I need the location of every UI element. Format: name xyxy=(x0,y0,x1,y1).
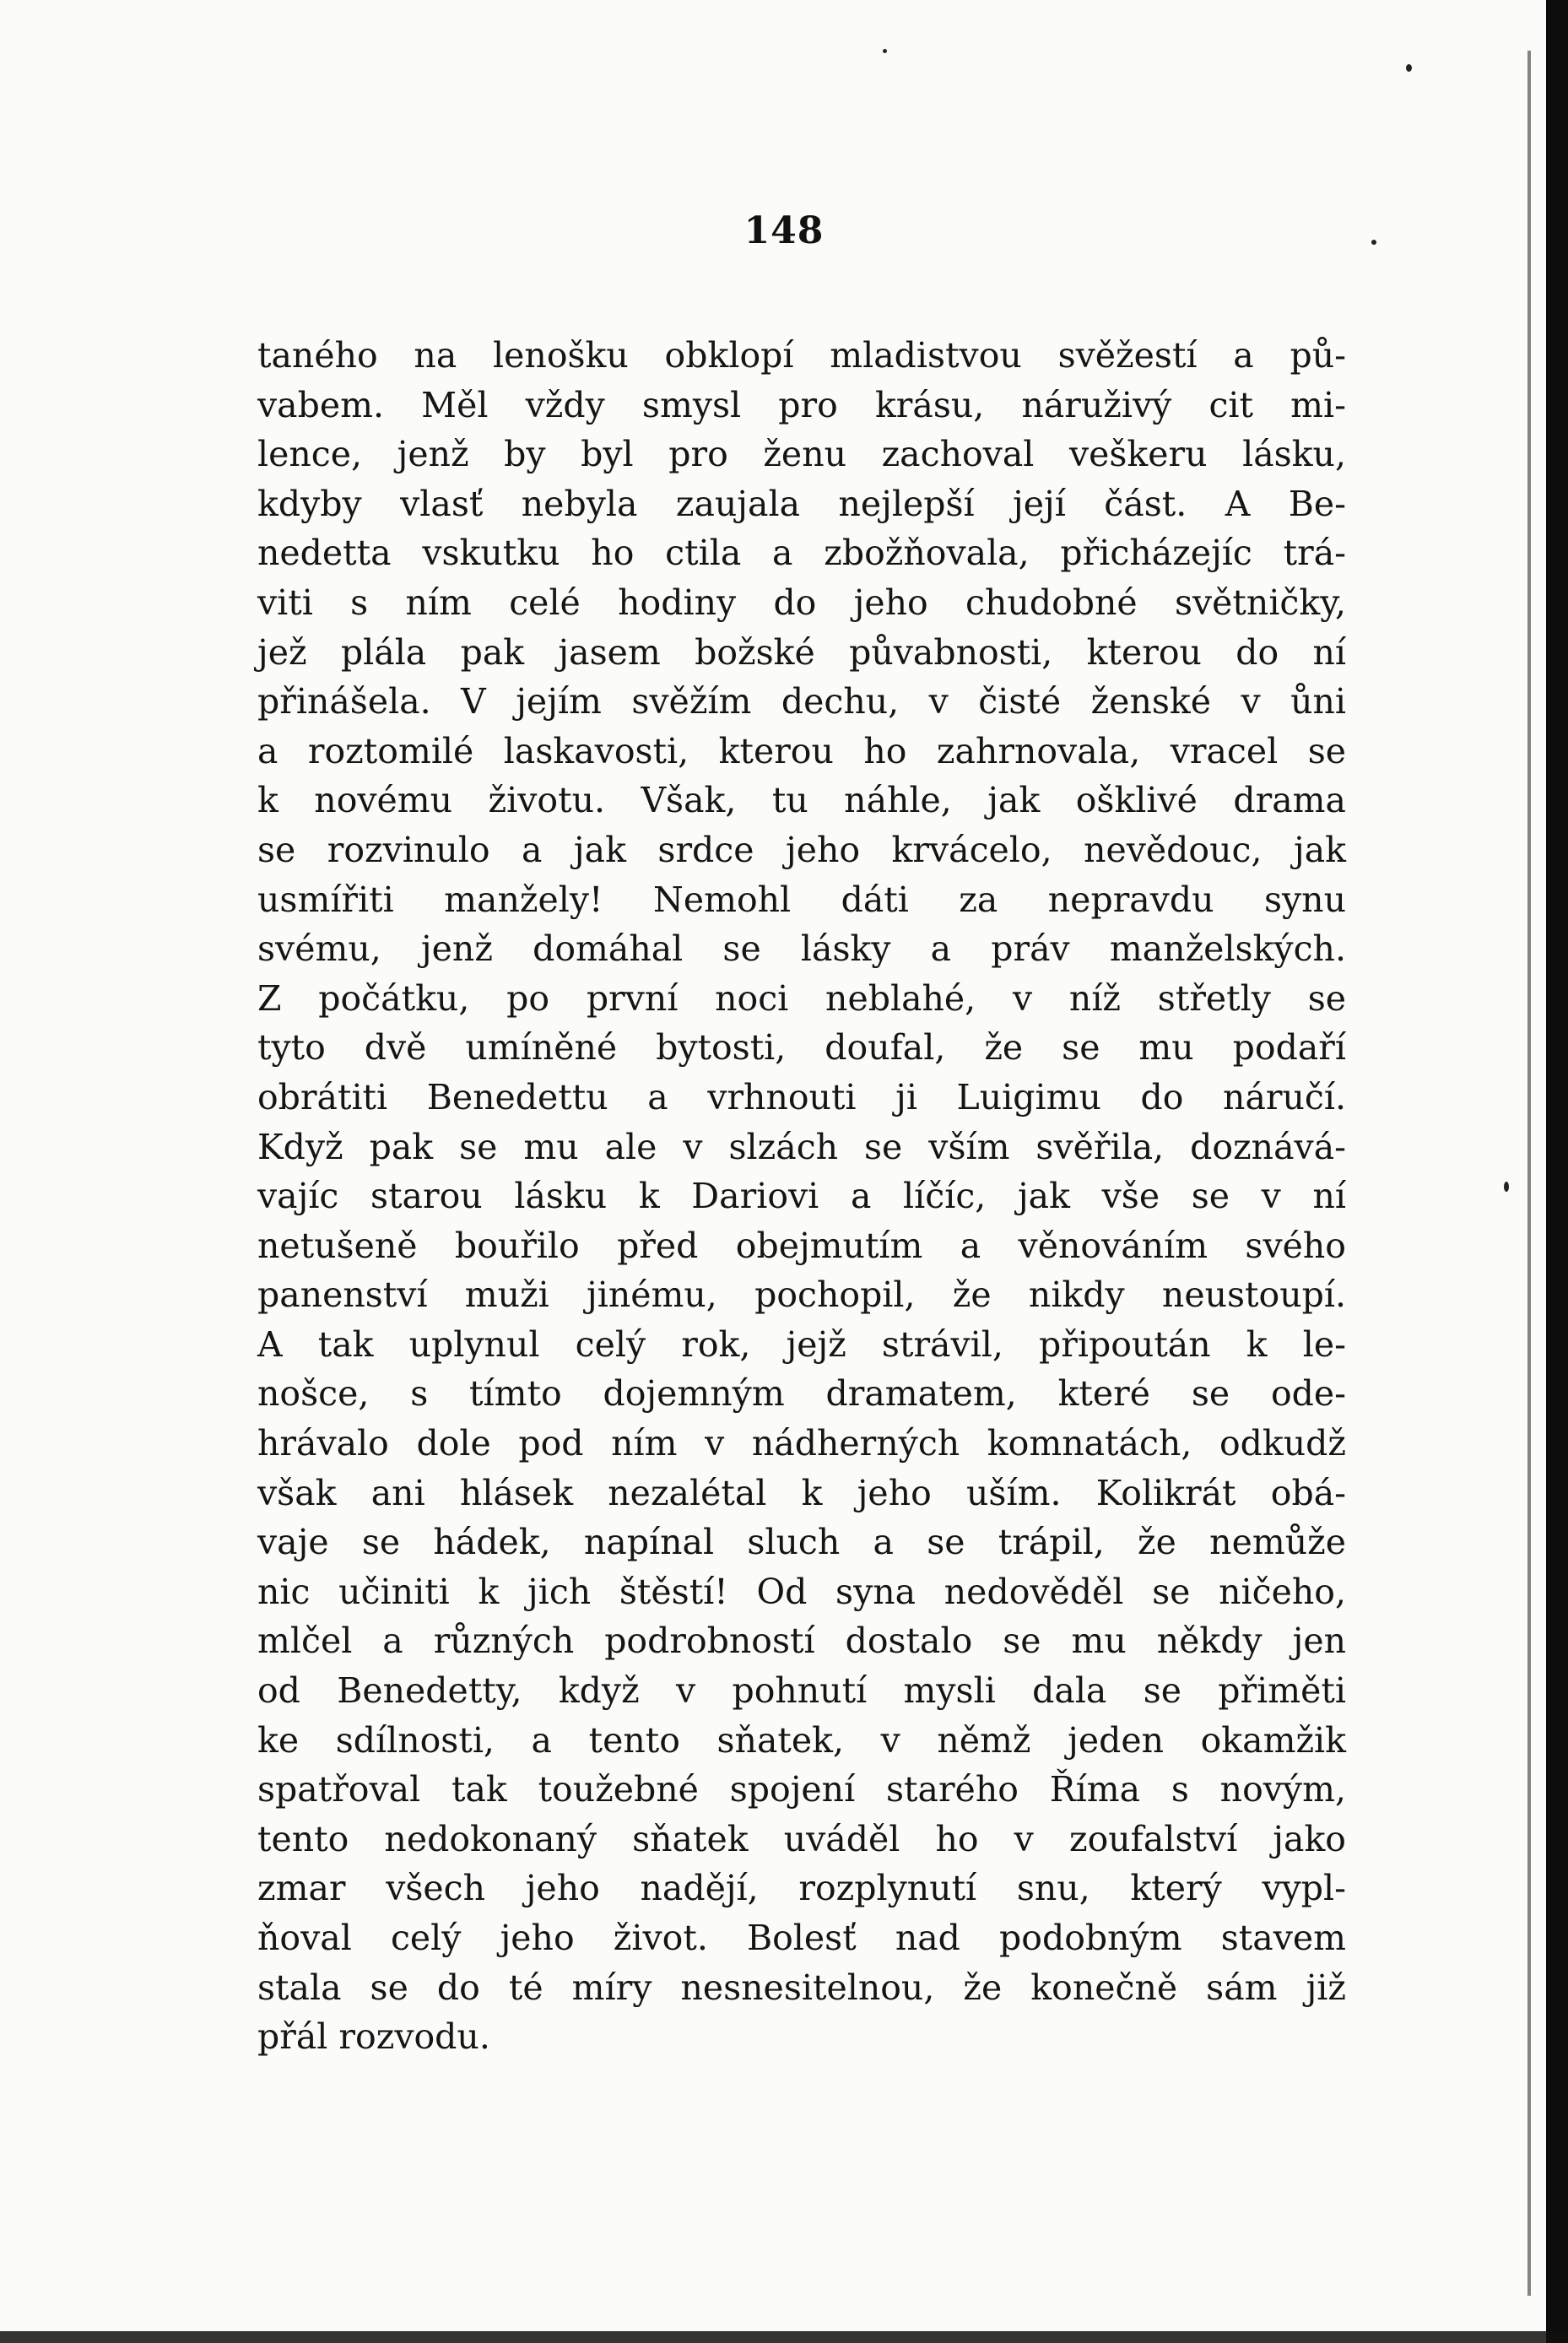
text-line: jež plála pak jasem božské půvabnosti, kterou do ní xyxy=(257,631,1346,673)
text-line: viti s ním celé hodiny do jeho chudobné světničky, xyxy=(257,582,1346,623)
text-line: a roztomilé laskavosti, kterou ho zahrnovala, vracel se xyxy=(257,730,1346,771)
text-line: tento nedokonaný sňatek uváděl ho v zoufalství jako xyxy=(257,1818,1346,1859)
text-line: přinášela. V jejím svěžím dechu, v čisté ženské v ůni xyxy=(257,681,1346,722)
text-line: panenství muži jinému, pochopil, že nikdy neustoupí. xyxy=(257,1274,1346,1316)
text-line: taného na lenošku obklopí mladistvou svěžestí a pů- xyxy=(257,335,1346,376)
ink-speck xyxy=(883,49,887,53)
page-fold-line xyxy=(1527,51,1531,2296)
text-line: vaje se hádek, napínal sluch a se trápil, že nemůže xyxy=(257,1522,1346,1563)
text-line: Z počátku, po první noci neblahé, v níž střetly se xyxy=(257,977,1346,1019)
text-line: spatřoval tak toužebné spojení starého Říma s novým, xyxy=(257,1769,1346,1810)
text-line: nošce, s tímto dojemným dramatem, které se ode- xyxy=(257,1373,1346,1415)
body-text xyxy=(257,331,1346,2062)
text-line: stala se do té míry nesnesitelnou, že konečně sám již xyxy=(257,1967,1346,2008)
page-number: 148 xyxy=(743,209,825,252)
text-line: k novému životu. Však, tu náhle, jak ošklivé drama xyxy=(257,780,1346,821)
text-line: vabem. Měl vždy smysl pro krásu, náruživý cit mi- xyxy=(257,384,1346,425)
text-line-last: přál rozvodu. xyxy=(257,2016,490,2058)
text-line: nic učiniti k jich štěstí! Od syna nedověděl se ničeho, xyxy=(257,1571,1346,1612)
text-line: ňoval celý jeho život. Bolesť nad podobným stavem xyxy=(257,1918,1346,1958)
text-line: mlčel a různých podrobností dostalo se mu někdy jen xyxy=(257,1621,1346,1662)
text-line: obrátiti Benedettu a vrhnouti ji Luigimu do náručí. xyxy=(257,1076,1346,1117)
ink-speck xyxy=(1406,64,1412,72)
text-line: usmířiti manžely! Nemohl dáti za nepravdu synu xyxy=(257,879,1346,920)
scan-edge-shadow xyxy=(1546,0,1568,2343)
ink-speck xyxy=(1504,1182,1509,1192)
text-line: netušeně bouřilo před obejmutím a věnováním svého xyxy=(257,1225,1346,1266)
text-line: lence, jenž by byl pro ženu zachoval veškeru lásku, xyxy=(257,434,1346,475)
text-line: hrávalo dole pod ním v nádherných komnatách, odkudž xyxy=(257,1423,1346,1464)
text-line: zmar všech jeho nadějí, rozplynutí snu, který vypl- xyxy=(257,1868,1346,1909)
text-line: od Benedetty, když v pohnutí mysli dala se přiměti xyxy=(257,1670,1346,1712)
text-line: Když pak se mu ale v slzách se vším svěřila, doznává- xyxy=(257,1126,1346,1167)
scan-bottom-edge xyxy=(0,2331,1568,2343)
text-line: svému, jenž domáhal se lásky a práv manželských. xyxy=(257,928,1346,970)
text-line: nedetta vskutku ho ctila a zbožňovala, přicházejíc trá- xyxy=(257,533,1346,574)
text-line: se rozvinulo a jak srdce jeho krvácelo, nevědouc, jak xyxy=(257,829,1346,870)
text-line: však ani hlásek nezalétal k jeho uším. Kolikrát obá- xyxy=(257,1472,1346,1513)
text-line: vajíc starou lásku k Dariovi a líčíc, jak vše se v ní xyxy=(257,1176,1346,1217)
text-line: A tak uplynul celý rok, jejž strávil, připoután k le- xyxy=(257,1323,1346,1365)
text-line: kdyby vlasť nebyla zaujala nejlepší její část. A Be- xyxy=(257,483,1346,524)
text-line: tyto dvě umíněné bytosti, doufal, že se mu podaří xyxy=(257,1027,1346,1069)
text-line: ke sdílnosti, a tento sňatek, v němž jeden okamžik xyxy=(257,1719,1346,1761)
